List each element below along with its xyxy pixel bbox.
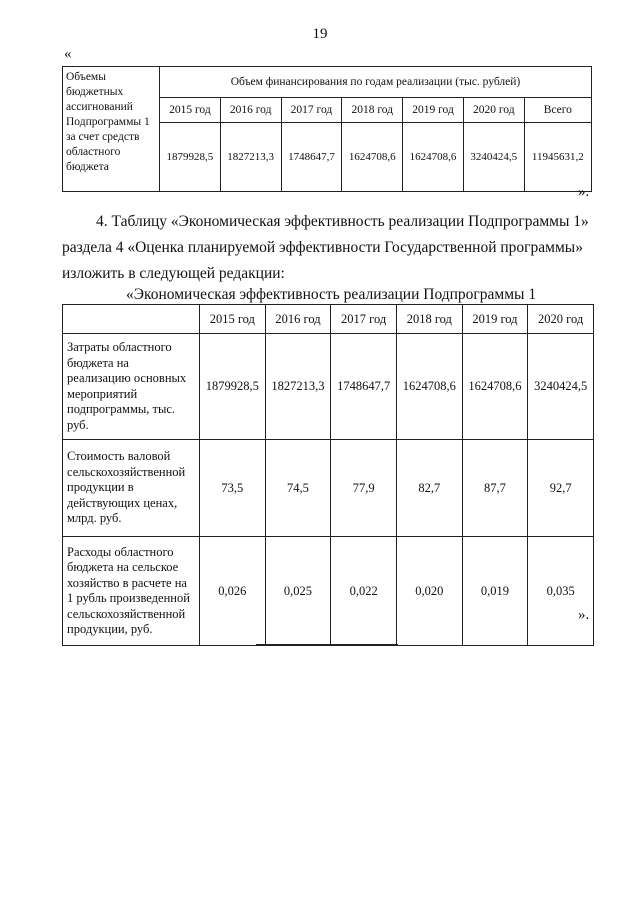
efficiency-year: 2016 год — [265, 305, 331, 334]
efficiency-value: 0,022 — [331, 537, 397, 646]
closing-quote: ». — [578, 184, 590, 200]
efficiency-row-label: Стоимость валовой сельскохозяйственной продукции в действующих ценах, млрд. руб. — [63, 440, 200, 537]
financing-header: Объем финансирования по годам реализации (тыс. рублей) — [160, 67, 592, 98]
financing-year: 2017 год — [281, 98, 342, 123]
table-row — [63, 440, 594, 537]
financing-value: 1748647,7 — [281, 123, 342, 192]
efficiency-corner-cell — [63, 305, 200, 334]
efficiency-value: 1624708,6 — [462, 334, 528, 440]
table-row — [63, 537, 594, 646]
financing-value: 1624708,6 — [403, 123, 464, 192]
financing-year: 2018 год — [342, 98, 403, 123]
efficiency-value: 1748647,7 — [331, 334, 397, 440]
table-row — [63, 334, 594, 440]
efficiency-year: 2019 год — [462, 305, 528, 334]
efficiency-value: 1624708,6 — [396, 334, 462, 440]
financing-value: 1827213,3 — [220, 123, 281, 192]
efficiency-value: 0,020 — [396, 537, 462, 646]
opening-quote: « — [64, 46, 72, 62]
efficiency-value: 3240424,5 — [528, 334, 594, 440]
footer-divider — [256, 644, 398, 645]
efficiency-value: 77,9 — [331, 440, 397, 537]
financing-year: 2020 год — [463, 98, 524, 123]
paragraph-line: изложить в следующей редакции: — [62, 265, 285, 282]
efficiency-year: 2015 год — [200, 305, 266, 334]
financing-total-header: Всего — [524, 98, 591, 123]
efficiency-value: 74,5 — [265, 440, 331, 537]
paragraph-line: раздела 4 «Оценка планируемой эффективности Государственной программы» — [62, 239, 583, 256]
financing-value: 1624708,6 — [342, 123, 403, 192]
efficiency-value: 1827213,3 — [265, 334, 331, 440]
paragraph-line: 4. Таблицу «Экономическая эффективность реализации Подпрограммы 1» — [96, 213, 589, 230]
efficiency-value: 0,025 — [265, 537, 331, 646]
financing-value: 1879928,5 — [160, 123, 221, 192]
financing-row-label: Объемы бюджетных ассигнований Подпрограммы 1 за счет средств областного бюджета — [63, 67, 160, 192]
efficiency-value: 73,5 — [200, 440, 266, 537]
efficiency-value: 1879928,5 — [200, 334, 266, 440]
efficiency-value: 87,7 — [462, 440, 528, 537]
financing-year: 2019 год — [403, 98, 464, 123]
page-number: 19 — [312, 26, 328, 42]
efficiency-value: 82,7 — [396, 440, 462, 537]
financing-year: 2016 год — [220, 98, 281, 123]
financing-value: 3240424,5 — [463, 123, 524, 192]
financing-year: 2015 год — [160, 98, 221, 123]
efficiency-year: 2017 год — [331, 305, 397, 334]
efficiency-table-title: «Экономическая эффективность реализации Подпрограммы 1 — [126, 286, 537, 303]
amendment-paragraph — [62, 209, 594, 287]
closing-quote: ». — [578, 607, 590, 623]
efficiency-year: 2018 год — [396, 305, 462, 334]
efficiency-row-label: Расходы областного бюджета на сельское хозяйство в расчете на 1 рубль произведенной сельскохозяйственной продукции, руб. — [63, 537, 200, 646]
efficiency-table — [62, 304, 594, 646]
efficiency-year: 2020 год — [528, 305, 594, 334]
efficiency-row-label: Затраты областного бюджета на реализацию основных мероприятий подпрограммы, тыс. руб. — [63, 334, 200, 440]
financing-table — [62, 66, 592, 192]
financing-total-value: 11945631,2 — [524, 123, 591, 192]
efficiency-value: 0,019 — [462, 537, 528, 646]
efficiency-value: 0,026 — [200, 537, 266, 646]
efficiency-value: 0,035 — [528, 537, 594, 646]
efficiency-value: 92,7 — [528, 440, 594, 537]
